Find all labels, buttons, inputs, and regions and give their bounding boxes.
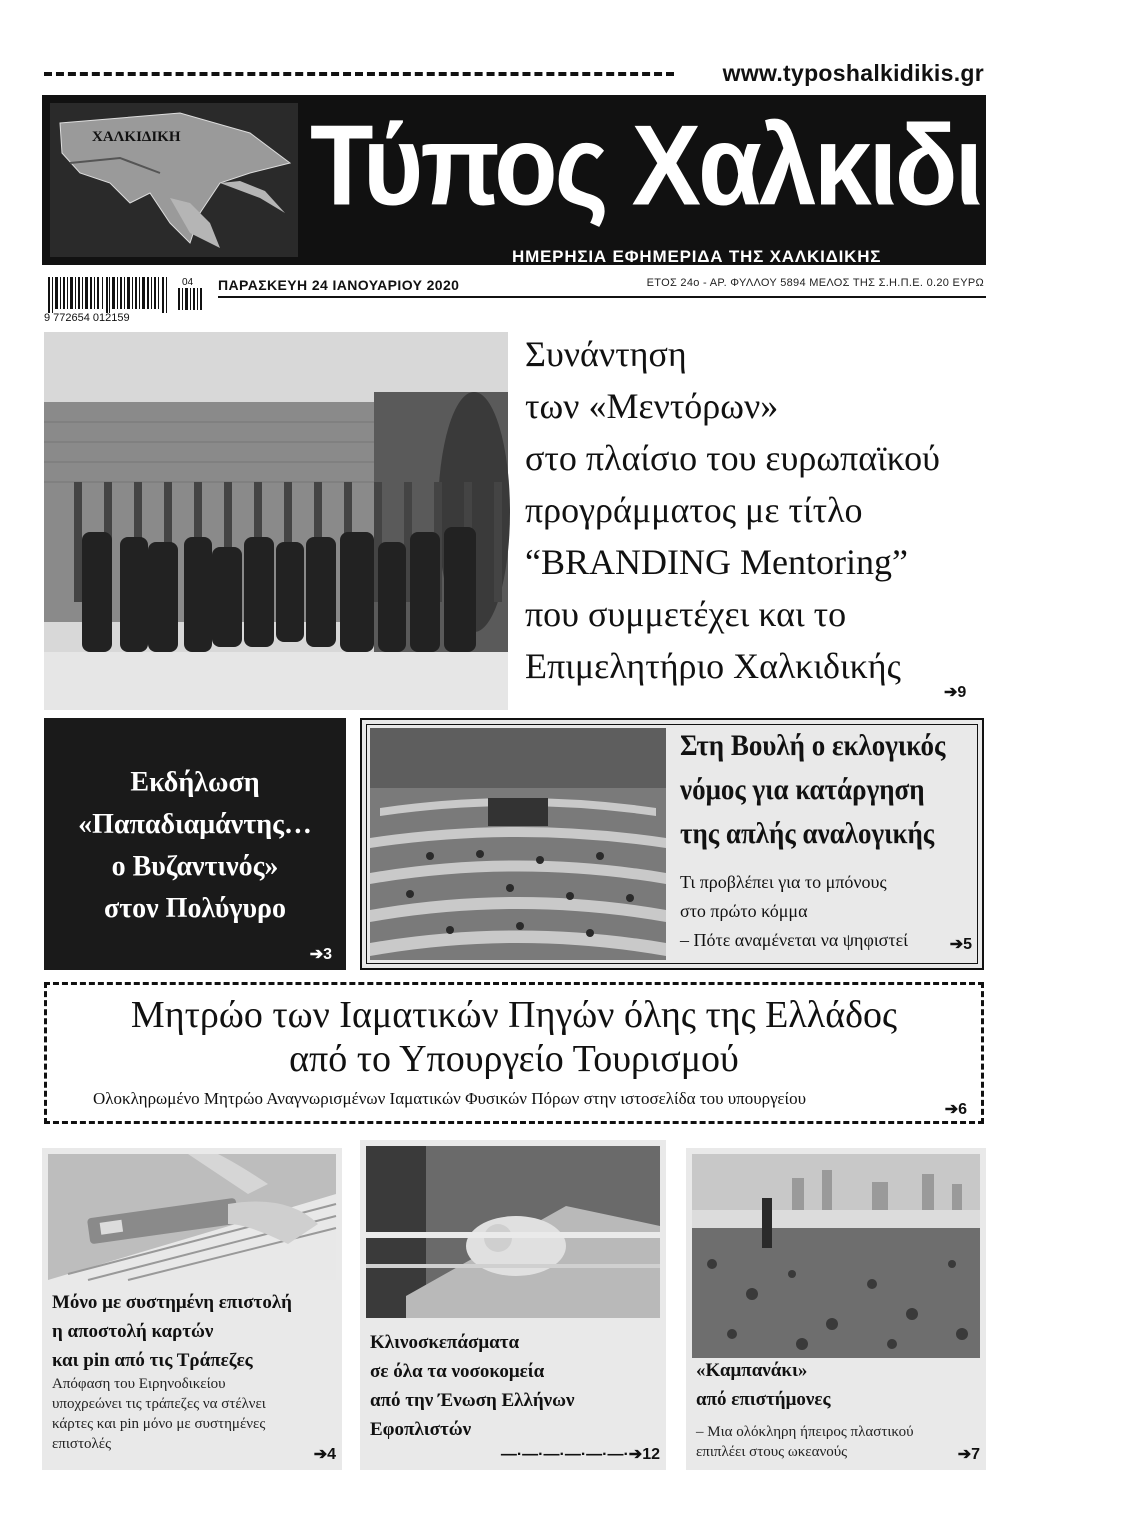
plastic-headline-line: «Καμπανάκι» bbox=[696, 1360, 808, 1381]
main-headline-line: Συνάντηση bbox=[525, 334, 687, 374]
event-headline-line: ο Βυζαντινός» bbox=[111, 851, 279, 882]
plastic-sub-line: – Μια ολόκληρη ήπειρος πλαστικού bbox=[696, 1424, 914, 1440]
barcode bbox=[48, 277, 170, 313]
event-headline-line: Εκδήλωση bbox=[130, 767, 260, 798]
parliament-headline-line: Στη Βουλή ο εκλογικός bbox=[680, 729, 946, 762]
event-story[interactable] bbox=[44, 718, 346, 970]
masthead bbox=[42, 95, 1147, 266]
springs-page-ref[interactable]: ➔6 bbox=[944, 1101, 967, 1118]
map-illustration bbox=[50, 103, 298, 257]
issue-code: 04 bbox=[182, 277, 194, 288]
newspaper-title: Τύπος Χαλκιδικής bbox=[310, 102, 1147, 230]
parliament-headline-line: νόμος για κατάργηση bbox=[680, 773, 925, 806]
hospital-page-ref[interactable]: —·—·—·—·—·—·➔12 bbox=[500, 1446, 660, 1463]
chalkidiki-map bbox=[50, 103, 298, 257]
springs-subhead: Ολοκληρωμένο Μητρώο Αναγνωρισμένων Ιαματικών Φυσικών Πόρων στην ιστοσελίδα του υπουργείου bbox=[93, 1089, 807, 1108]
event-headline-line: «Παπαδιαμάντης… bbox=[78, 809, 312, 840]
cards-sub-line: Απόφαση του Ειρηνοδικείου bbox=[52, 1376, 226, 1392]
hospital-headline-line: σε όλα τα νοσοκομεία bbox=[370, 1361, 545, 1382]
issue-meta: ΕΤΟΣ 24ο - ΑΡ. ΦΥΛΛΟΥ 5894 ΜΕΛΟΣ ΤΗΣ Σ.Η.Π.Ε. 0.20 ΕΥΡΩ bbox=[646, 277, 984, 289]
newspaper-subtitle: ΗΜΕΡΗΣΙΑ ΕΦΗΜΕΡΙΔΑ ΤΗΣ ΧΑΛΚΙΔΙΚΗΣ bbox=[512, 247, 882, 266]
parliament-story[interactable] bbox=[360, 718, 984, 970]
issue-date: ΠΑΡΑΣΚΕΥΗ 24 ΙΑΝΟΥΑΡΙΟΥ 2020 bbox=[218, 277, 460, 293]
parliament-subhead bbox=[680, 868, 980, 955]
plastic-beach-photo[interactable] bbox=[692, 1154, 980, 1358]
addon-barcode bbox=[178, 288, 202, 310]
hospital-baby-photo[interactable] bbox=[366, 1146, 660, 1318]
springs-headline-line: Μητρώο των Ιαματικών Πηγών όλης της Ελλάδος bbox=[130, 994, 898, 1036]
event-headline bbox=[44, 762, 346, 930]
mentors-group-photo[interactable] bbox=[44, 332, 508, 710]
barcode-number: 9 772654 012159 bbox=[44, 312, 130, 324]
parliament-photo[interactable] bbox=[370, 728, 666, 960]
event-headline-line: στον Πολύγυρο bbox=[104, 893, 286, 924]
springs-headline bbox=[47, 993, 981, 1081]
parliament-sub-line: στο πρώτο κόμμα bbox=[680, 901, 808, 921]
header-dashed-rule bbox=[44, 72, 674, 76]
cards-headline-line: Μόνο με συστημένη επιστολή bbox=[52, 1292, 292, 1313]
main-page-ref[interactable]: ➔9 bbox=[944, 684, 967, 701]
main-headline-line: Επιμελητήριο Χαλκιδικής bbox=[525, 646, 901, 686]
plastic-headline-line: από επιστήμονες bbox=[696, 1389, 831, 1410]
main-headline-line: των «Μεντόρων» bbox=[525, 386, 779, 426]
plastic-page-ref[interactable]: ➔7 bbox=[957, 1446, 980, 1463]
plastic-sub-line: επιπλέει στους ωκεανούς bbox=[696, 1444, 848, 1460]
hospital-headline-line: από την Ένωση Ελλήνων bbox=[370, 1390, 575, 1411]
cards-sub-line: επιστολές bbox=[52, 1436, 112, 1452]
plastic-subhead bbox=[696, 1422, 914, 1462]
hospital-headline-line: Εφοπλιστών bbox=[370, 1419, 472, 1440]
cards-page-ref[interactable]: ➔4 bbox=[313, 1446, 336, 1463]
springs-headline-line: από το Υπουργείο Τουρισμού bbox=[289, 1038, 739, 1080]
parliament-sub-line: – Πότε αναμένεται να ψηφιστεί bbox=[680, 930, 909, 950]
parliament-sub-line: Τι προβλέπει για το μπόνους bbox=[680, 872, 887, 892]
main-headline-line: προγράμματος με τίτλο bbox=[525, 490, 863, 530]
springs-story[interactable] bbox=[44, 982, 984, 1124]
cards-headline-line: η αποστολή καρτών bbox=[52, 1321, 214, 1342]
cards-headline-line: και pin από τις Τράπεζες bbox=[52, 1350, 253, 1371]
cards-headline bbox=[52, 1288, 292, 1375]
parliament-headline-line: της απλής αναλογικής bbox=[680, 817, 935, 850]
parliament-headline bbox=[680, 724, 950, 856]
cards-sub-line: κάρτες και pin μόνο με συστημένες bbox=[52, 1416, 266, 1432]
hospital-story[interactable] bbox=[360, 1140, 666, 1470]
hospital-headline bbox=[370, 1328, 574, 1444]
cards-story[interactable] bbox=[42, 1148, 342, 1470]
event-page-ref[interactable]: ➔3 bbox=[309, 946, 332, 963]
plastic-story[interactable] bbox=[686, 1148, 986, 1470]
main-headline-line: “BRANDING Mentoring” bbox=[525, 542, 908, 582]
hospital-headline-line: Κλινοσκεπάσματα bbox=[370, 1332, 520, 1353]
cards-subhead bbox=[52, 1374, 266, 1454]
plastic-headline bbox=[696, 1356, 830, 1414]
main-headline-line: στο πλαίσιο του ευρωπαϊκού bbox=[525, 438, 940, 478]
date-rule bbox=[218, 296, 986, 298]
website-url[interactable]: www.typoshalkidikis.gr bbox=[722, 60, 984, 86]
parliament-page-ref[interactable]: ➔5 bbox=[949, 936, 972, 953]
keyboard-card-photo[interactable] bbox=[48, 1154, 336, 1280]
svg-text:ΧΑΛΚΙΔΙΚΗ: ΧΑΛΚΙΔΙΚΗ bbox=[92, 129, 181, 145]
cards-sub-line: υποχρεώνει τις τράπεζες να στέλνει bbox=[52, 1396, 266, 1412]
main-headline-line: που συμμετέχει και το bbox=[525, 594, 847, 634]
main-headline[interactable] bbox=[525, 328, 985, 692]
